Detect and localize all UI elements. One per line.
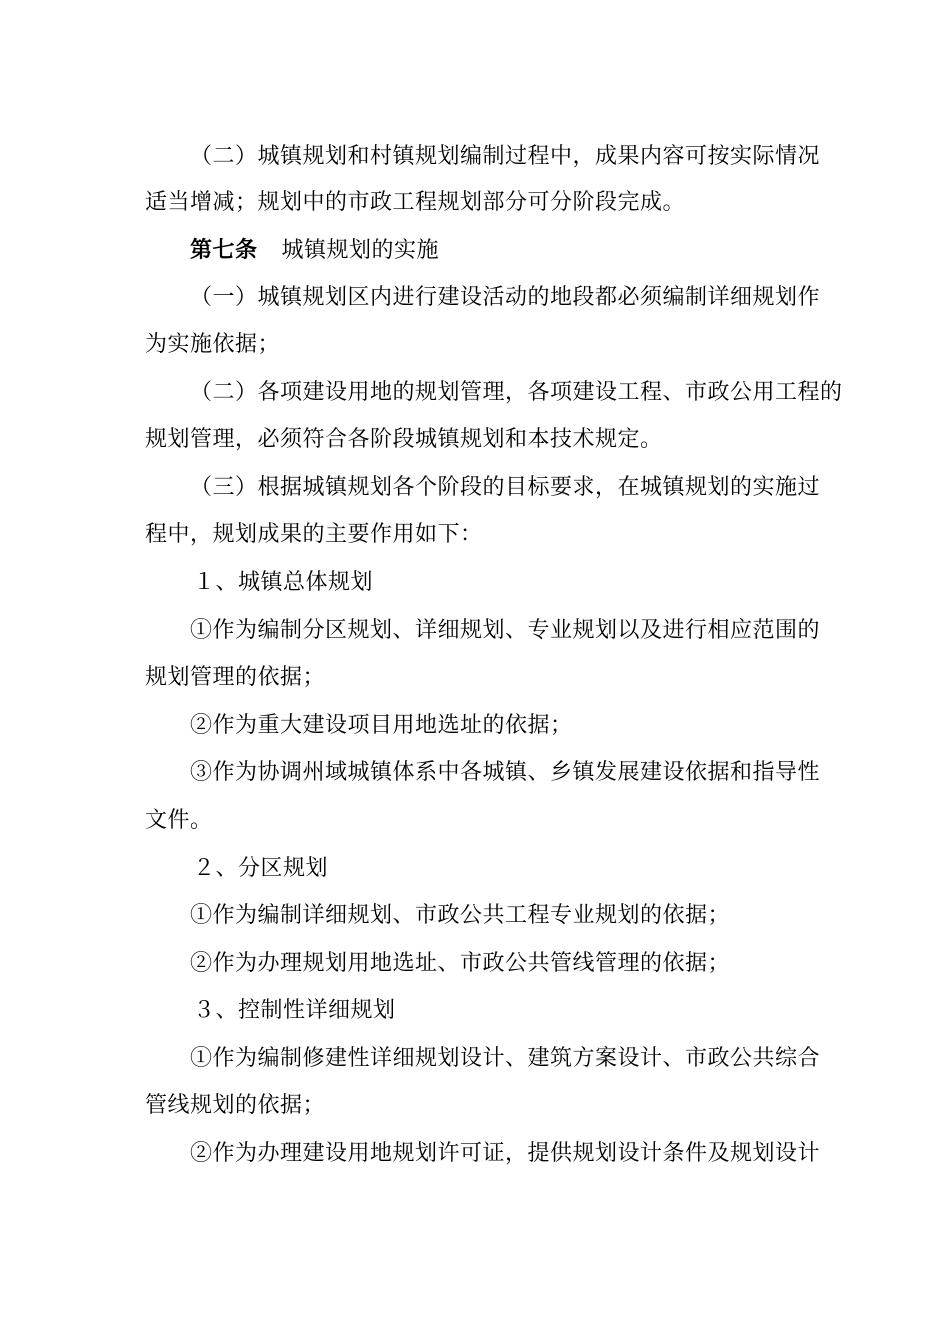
paragraph-line: 为实施依据； xyxy=(145,332,281,357)
section-item: ２、分区规划 xyxy=(193,856,329,881)
paragraph-line: ①作为编制修建性详细规划设计、建筑方案设计、市政公共综合 xyxy=(190,1046,821,1071)
paragraph-line: ②作为重大建设项目用地选址的依据； xyxy=(190,713,573,738)
paragraph-line: ①作为编制详细规划、市政公共工程专业规划的依据； xyxy=(190,903,731,928)
article-title: 城镇规划的实施 xyxy=(281,238,440,263)
paragraph-line: ②作为办理规划用地选址、市政公共管线管理的依据； xyxy=(190,951,731,976)
article-number: 第七条 xyxy=(190,237,258,263)
paragraph-line: 适当增减；规划中的市政工程规划部分可分阶段完成。 xyxy=(145,190,686,215)
section-item: ３、控制性详细规划 xyxy=(193,998,396,1023)
article-heading xyxy=(190,235,439,266)
paragraph-line: 管线规划的依据； xyxy=(145,1093,326,1118)
paragraph-line: 规划管理，必须符合各阶段城镇规划和本技术规定。 xyxy=(145,427,663,452)
paragraph-line: （二）各项建设用地的规划管理，各项建设工程、市政公用工程的 xyxy=(190,380,843,405)
paragraph-line: 程中，规划成果的主要作用如下： xyxy=(145,522,483,547)
paragraph-line: （三）根据城镇规划各个阶段的目标要求，在城镇规划的实施过 xyxy=(190,475,821,500)
paragraph-line: （一）城镇规划区内进行建设活动的地段都必须编制详细规划作 xyxy=(190,285,821,310)
paragraph-line: ②作为办理建设用地规划许可证，提供规划设计条件及规划设计 xyxy=(190,1141,821,1166)
paragraph-line: ③作为协调州域城镇体系中各城镇、乡镇发展建设依据和指导性 xyxy=(190,760,821,785)
paragraph-line: 文件。 xyxy=(145,808,213,833)
section-item: １、城镇总体规划 xyxy=(193,570,374,595)
paragraph-line: （二）城镇规划和村镇规划编制过程中，成果内容可按实际情况 xyxy=(190,144,821,169)
paragraph-line: 规划管理的依据； xyxy=(145,665,326,690)
paragraph-line: ①作为编制分区规划、详细规划、专业规划以及进行相应范围的 xyxy=(190,618,821,643)
